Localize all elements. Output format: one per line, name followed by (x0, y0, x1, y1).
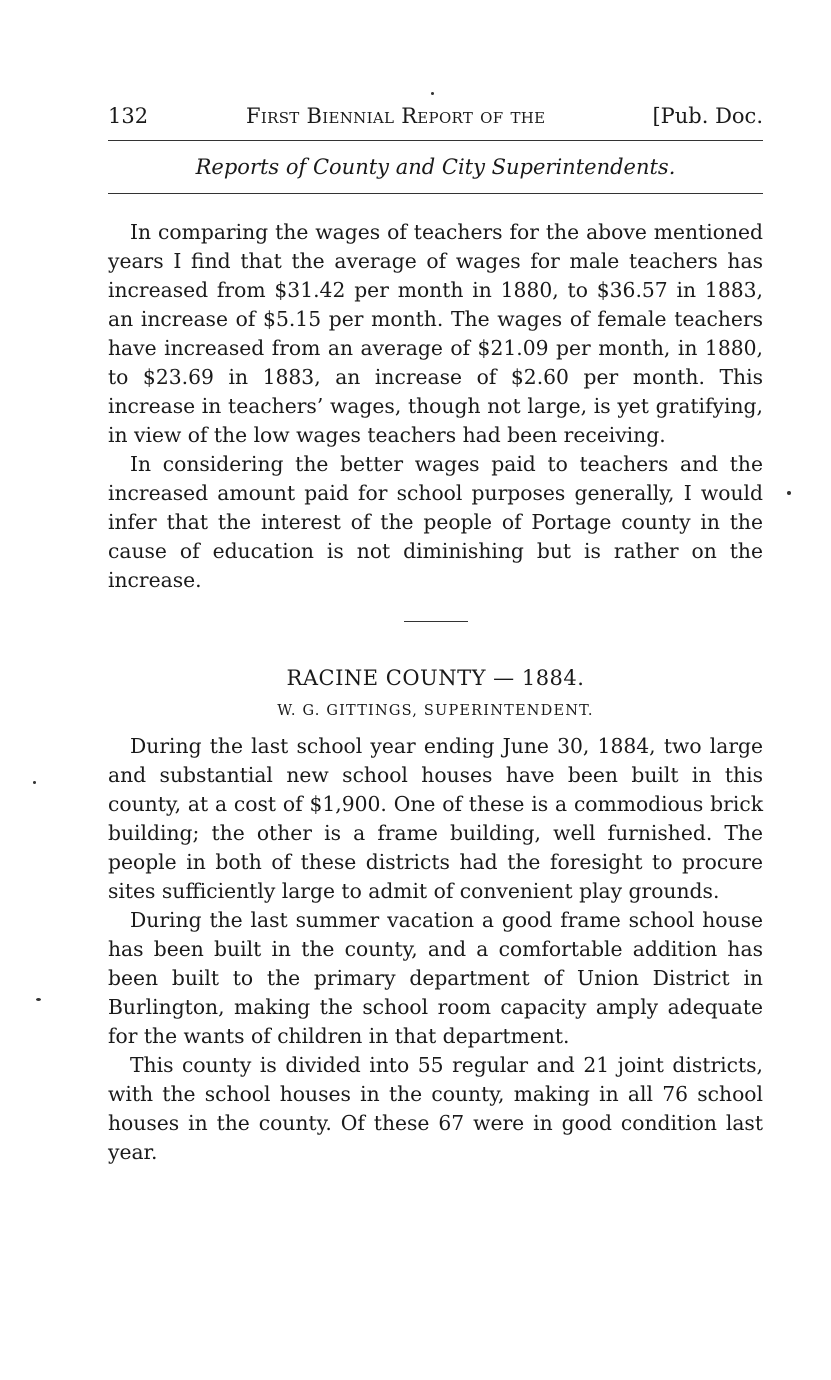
running-title: First Biennial Report of the (246, 104, 546, 128)
superintendent-name: W. G. GITTINGS, SUPERINTENDENT. (277, 703, 594, 719)
section-heading: Reports of County and City Superintendents. (195, 155, 676, 179)
document-type: [Pub. Doc. (652, 104, 763, 128)
print-speck (787, 491, 791, 495)
paragraph: In considering the better wages paid to teachers and the increased amount paid for school purposes generally, I would infer that the interest of the people of Portage county in the cause of education is not diminishing but is rather on the increase. (108, 452, 763, 592)
portage-report (108, 218, 763, 595)
county-heading: RACINE COUNTY — 1884. (286, 666, 585, 690)
document-page (108, 100, 763, 1167)
section-divider (404, 621, 468, 622)
running-head (108, 100, 763, 140)
paragraph: During the last summer vacation a good frame school house has been built in the county, and a comfortable addition has been built to the primary department of Union District in Burlington, making the school room capacity amply adequate for the wants of children in that department. (108, 908, 763, 1048)
page-number: 132 (108, 104, 149, 128)
paragraph: During the last school year ending June 30, 1884, two large and substantial new school houses have been built in this county, at a cost of $1,900. One of these is a commodious brick building; the other is a frame building, well furnished. The people in both of these districts had the foresight to procure sites sufficiently large to admit of convenient play grounds. (108, 734, 763, 903)
racine-report (108, 732, 763, 1167)
print-speck (36, 998, 41, 1001)
print-speck (431, 92, 434, 95)
header-rule-bottom (108, 193, 763, 194)
paragraph: This county is divided into 55 regular and 21 joint districts, with the school houses in the county, making in all 76 school houses in the county. Of these 67 were in good condition last year. (108, 1053, 763, 1164)
paragraph: In comparing the wages of teachers for the above mentioned years I find that the average of wages for male teachers has increased from $31.42 per month in 1880, to $36.57 in 1883, an increase of $5.15 per month. The wages of female teachers have increased from an average of $21.09 per month, in 1880, to $23.69 in 1883, an increase of $2.60 per month. This increase in teachers’ wages, though not large, is yet gratifying, in view of the low wages teachers had been receiving. (108, 220, 763, 447)
print-speck (33, 781, 36, 784)
